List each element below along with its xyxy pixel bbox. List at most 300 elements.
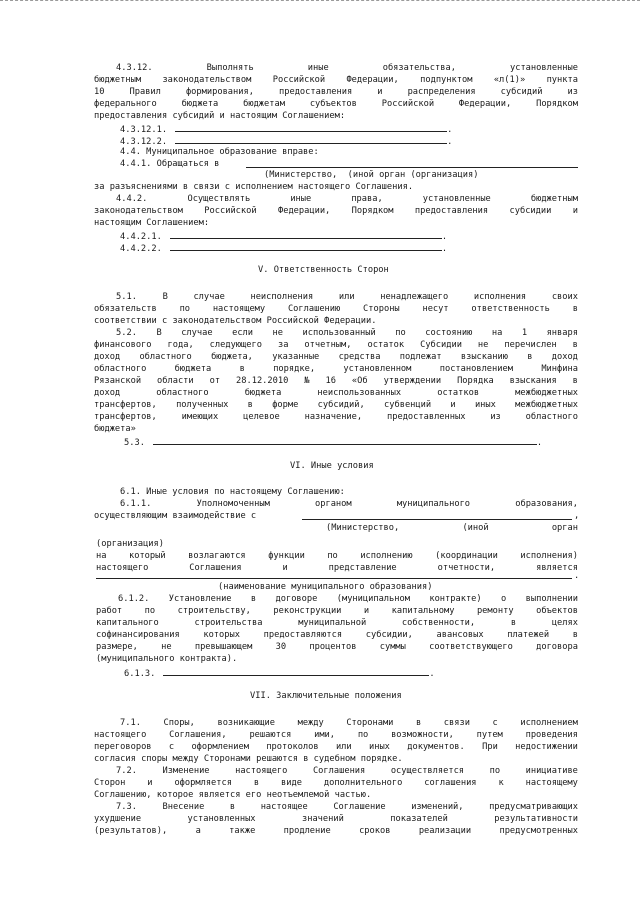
word: которых: [203, 630, 240, 640]
word: контракте): [429, 594, 482, 604]
word: соответствующего: [429, 642, 513, 652]
word: изменений,: [411, 802, 464, 812]
word: доход: [551, 352, 578, 362]
word: софинансирования: [96, 630, 180, 640]
word: своих: [551, 292, 578, 302]
word: Изменение: [162, 766, 210, 776]
word: области: [157, 376, 194, 386]
blank-line: [170, 230, 442, 239]
text-line: за разъяснениями в связи с исполнением настоящего Соглашения.: [94, 182, 414, 192]
text-line: [116, 194, 578, 205]
word: отчетности,: [437, 563, 496, 573]
text-line: [94, 814, 578, 825]
word: ненадлежащего: [380, 292, 449, 302]
word: Российской: [272, 75, 326, 85]
text-line: 5.3. .: [124, 438, 543, 448]
word: в: [572, 340, 578, 350]
text-line: 4.4.1. Обращаться в: [120, 159, 220, 169]
word: распределения: [407, 87, 476, 97]
word: субвенций: [384, 400, 432, 410]
word: осуществляется: [390, 766, 465, 776]
word: года,: [167, 340, 194, 350]
word: на: [96, 551, 107, 561]
word: связи: [443, 718, 470, 728]
text-line: бюджета»: [94, 424, 136, 434]
word: в: [250, 594, 257, 604]
text-line: [94, 388, 578, 399]
word: капитальному: [391, 606, 455, 616]
word: (результатов),: [94, 826, 168, 836]
word: 1: [521, 328, 528, 338]
word: исполнением: [520, 718, 578, 728]
word: и: [282, 563, 288, 573]
word: за: [277, 340, 289, 350]
scan-top-edge: [0, 0, 640, 7]
text-line: [116, 802, 578, 813]
text-line: [94, 304, 578, 315]
word: областного: [139, 352, 192, 362]
word: продление: [283, 826, 331, 836]
word: неисполнения: [250, 292, 314, 302]
word: не: [477, 340, 489, 350]
word: дополнительного: [323, 778, 403, 788]
field-caption: (наименование муниципального образования): [218, 582, 433, 592]
text-line: [96, 606, 578, 617]
word: субсидии,: [365, 630, 413, 640]
text-line: [116, 766, 578, 777]
blank-line: [302, 519, 572, 520]
word: форме: [272, 400, 299, 410]
word: Споры,: [163, 718, 195, 728]
word: областного: [94, 364, 147, 374]
word: субсидий,: [317, 400, 365, 410]
word: не: [272, 328, 283, 338]
word: настоящего: [96, 563, 149, 573]
word: муниципальной: [298, 618, 367, 628]
word: с: [492, 718, 498, 728]
word: исполнения: [473, 292, 527, 302]
word: иные: [290, 194, 312, 204]
word: строительству,: [177, 606, 251, 616]
text-line: [94, 778, 578, 789]
text-line: [96, 563, 578, 574]
word: 6.1.2.: [118, 594, 150, 604]
word: к: [498, 778, 504, 788]
word: Федерации,: [458, 99, 512, 109]
word: Внесение: [162, 802, 205, 812]
word: Стороны: [363, 304, 400, 314]
word: строительства: [194, 618, 263, 628]
word: Федерации,: [346, 75, 399, 85]
word: договора: [536, 642, 578, 652]
word: Правил: [129, 87, 161, 97]
word: не: [161, 642, 172, 652]
text-line: [94, 826, 578, 837]
word: из: [567, 87, 578, 97]
text-line: настоящим Соглашением:: [94, 218, 210, 228]
word: результативности: [494, 814, 578, 824]
word: субъектов: [309, 99, 357, 109]
word: в: [572, 630, 578, 640]
text-line: [96, 551, 578, 562]
text-line: [120, 499, 578, 510]
word: по: [327, 551, 338, 561]
word: 6.1.1.: [120, 499, 152, 509]
word: подлежат: [399, 352, 442, 362]
word: настоящего: [94, 730, 147, 740]
text-line: [96, 642, 578, 653]
word: установленные: [422, 194, 491, 204]
text-line: [116, 328, 578, 339]
word: представление: [328, 563, 397, 573]
text-line: 6.1.3. .: [124, 669, 435, 679]
text-line: [120, 718, 578, 729]
section-heading: V. Ответственность Сторон: [258, 265, 389, 275]
word: бюджета: [244, 388, 282, 398]
word: реконструкции: [273, 606, 342, 616]
word: законодательством: [162, 75, 252, 85]
word: взыскания: [509, 376, 557, 386]
word: настоящее: [260, 802, 308, 812]
text-line: [94, 99, 578, 110]
word: января: [546, 328, 578, 338]
word: по: [144, 606, 156, 616]
word: межбюджетных: [515, 400, 578, 410]
word: на: [491, 328, 503, 338]
word: отчетным,: [304, 340, 352, 350]
word: в: [572, 304, 578, 314]
word: Российской: [204, 206, 257, 216]
word: В: [162, 292, 168, 302]
word: Сторон: [94, 778, 126, 788]
word: процентов: [309, 642, 357, 652]
word: 5.2.: [116, 328, 137, 338]
word: и: [363, 606, 370, 616]
text-line: [116, 292, 578, 303]
punctuation: .: [574, 571, 580, 581]
word: размере,: [96, 642, 138, 652]
word: бюджета: [174, 364, 212, 374]
word: федерального: [94, 99, 157, 109]
text-line: (муниципального контракта).: [96, 654, 238, 664]
section-heading: VI. Иные условия: [290, 461, 374, 471]
text-line: согласия споры между Сторонами решаются в судебном порядке.: [94, 754, 403, 764]
blank-line: [170, 242, 442, 251]
blank-line: [96, 578, 572, 579]
word: №: [304, 376, 310, 386]
word: Порядка: [457, 376, 494, 386]
word: Установление: [168, 594, 232, 604]
text-line: [94, 364, 578, 375]
word: настоящему: [525, 778, 578, 788]
word: перечислен: [504, 340, 557, 350]
section-heading: VII. Заключительные положения: [250, 691, 402, 701]
word: и: [377, 87, 383, 97]
word: 28.12.2010: [236, 376, 289, 386]
word: состоянию: [425, 328, 473, 338]
word: Сторонами: [346, 718, 394, 728]
word: случае: [193, 292, 225, 302]
word: Соглашения: [312, 766, 366, 776]
word: иных: [474, 400, 496, 410]
word: субсидии: [509, 206, 552, 216]
word: областного: [525, 412, 578, 422]
text-line: осуществляющим взаимодействие с: [94, 511, 257, 521]
word: субсидий: [500, 87, 543, 97]
word: в: [253, 778, 260, 788]
word: трансфертов,: [94, 400, 157, 410]
text-line: 4.3.12.1. .: [120, 125, 453, 135]
word: 7.3.: [116, 802, 137, 812]
word: бюджетным: [94, 75, 142, 85]
word: Соглашению: [287, 304, 341, 314]
text-line: [96, 630, 578, 641]
word: сроков: [359, 826, 391, 836]
word: а: [195, 826, 201, 836]
word: остатков: [437, 388, 480, 398]
word: средства: [338, 352, 381, 362]
word: (муниципальном: [336, 594, 410, 604]
word: в: [239, 364, 245, 374]
word: Соглашения,: [169, 730, 227, 740]
word: и: [450, 400, 456, 410]
word: Уполномоченным: [196, 499, 270, 509]
blank-line: [175, 135, 447, 144]
word: Соглашение: [333, 802, 386, 812]
text-line: [94, 75, 578, 86]
word: пункта: [546, 75, 578, 85]
word: установленных: [187, 814, 256, 824]
word: Порядком: [351, 206, 394, 216]
word: Минфина: [541, 364, 578, 374]
word: является: [536, 563, 578, 573]
word: или: [335, 742, 352, 752]
text-line: [94, 400, 578, 411]
word: «Об: [351, 376, 368, 386]
word: предоставляются: [263, 630, 343, 640]
word: межбюджетных: [515, 388, 578, 398]
word: возлагаются: [188, 551, 246, 561]
word: областного: [156, 388, 209, 398]
word: между: [297, 718, 324, 728]
word: договоре: [275, 594, 318, 604]
word: функции: [268, 551, 305, 561]
word: (Министерство,: [326, 523, 400, 533]
word: обязательства,: [382, 63, 456, 73]
field-caption: [326, 523, 578, 534]
word: оформлением: [191, 742, 249, 752]
text-line: 4.4.2.1. .: [120, 232, 448, 242]
word: инициативе: [525, 766, 578, 776]
blank-line: [153, 436, 537, 445]
word: предусматривающих: [489, 802, 578, 812]
word: В: [156, 328, 162, 338]
word: ухудшение: [94, 814, 142, 824]
word: значений: [301, 814, 344, 824]
text-line: Соглашению, которое является его неотъемлемой частью.: [94, 790, 372, 800]
text-line: [94, 742, 578, 753]
word: если: [232, 328, 254, 338]
punctuation: ,: [574, 511, 580, 521]
word: (координации: [435, 551, 498, 561]
word: ремонту: [476, 606, 514, 616]
word: протоколов: [266, 742, 319, 752]
word: установленные: [509, 63, 578, 73]
word: реализации: [418, 826, 472, 836]
word: 4.4.2.: [116, 194, 148, 204]
word: утверждении: [383, 376, 442, 386]
word: муниципального: [396, 499, 471, 509]
word: собственности,: [401, 618, 476, 628]
word: или: [338, 292, 355, 302]
word: бюджетам: [243, 99, 285, 109]
word: Субсидии: [420, 340, 462, 350]
text-line: предоставления субсидий и настоящим Соглашением:: [94, 111, 346, 121]
word: 7.1.: [120, 718, 141, 728]
word: бюджетным: [530, 194, 578, 204]
word: предоставления: [414, 206, 489, 216]
word: Федерации,: [277, 206, 331, 216]
field-caption: (Министерство, (иной орган (организация): [264, 170, 479, 180]
word: недостижении: [515, 742, 578, 752]
word: «л(1)»: [493, 75, 526, 85]
word: по: [395, 328, 406, 338]
text-line: [94, 206, 578, 217]
word: работ: [96, 606, 123, 616]
word: доход: [94, 388, 121, 398]
word: 16: [325, 376, 336, 386]
word: платежей: [507, 630, 550, 640]
word: 30: [275, 642, 287, 652]
word: иных: [368, 742, 390, 752]
word: переговоров: [94, 742, 152, 752]
word: (иной: [462, 523, 489, 533]
word: неиспользованных: [317, 388, 402, 398]
word: ими,: [314, 730, 336, 740]
word: из: [490, 412, 501, 422]
word: 5.1.: [116, 292, 137, 302]
text-line: соответствии с законодательством Российской Федерации.: [94, 316, 377, 326]
word: следующего: [209, 340, 262, 350]
word: порядке,: [273, 364, 316, 374]
word: законодательством: [94, 206, 183, 216]
word: в: [510, 618, 517, 628]
word: трансфертов,: [94, 412, 157, 422]
word: права,: [351, 194, 383, 204]
word: Российской: [381, 99, 435, 109]
word: При: [482, 742, 498, 752]
text-line: 4.4. Муниципальное образование вправе:: [120, 147, 319, 157]
blank-line: [175, 123, 447, 132]
word: бюджета: [181, 99, 219, 109]
word: Рязанской: [94, 376, 142, 386]
word: документов.: [407, 742, 465, 752]
word: иные: [307, 63, 329, 73]
word: указанные: [272, 352, 320, 362]
word: в: [527, 352, 533, 362]
word: объектов: [536, 606, 578, 616]
word: несут: [422, 304, 449, 314]
word: полученных: [176, 400, 229, 410]
word: в: [415, 718, 422, 728]
word: 7.2.: [116, 766, 137, 776]
word: настоящему: [212, 304, 266, 314]
text-line: 4.4.2.2. .: [120, 244, 448, 254]
word: оформляется: [174, 778, 232, 788]
word: целях: [551, 618, 578, 628]
word: предусмотренных: [499, 826, 578, 836]
word: Выполнять: [206, 63, 254, 73]
word: установленном: [343, 364, 412, 374]
word: проведения: [525, 730, 578, 740]
word: по: [489, 766, 501, 776]
text-line: 6.1. Иные условия по настоящему Соглашению:: [120, 487, 345, 497]
word: и: [572, 206, 578, 216]
word: Порядком: [536, 99, 578, 109]
word: в: [229, 802, 236, 812]
word: от: [209, 376, 221, 386]
word: исполнению: [360, 551, 413, 561]
word: остаток: [367, 340, 405, 350]
word: подпунктом: [420, 75, 473, 85]
text-line: 4.3.12.2. .: [120, 137, 453, 147]
word: органом: [315, 499, 352, 509]
word: финансового: [94, 340, 152, 350]
word: постановлением: [439, 364, 513, 374]
word: решаются: [249, 730, 292, 740]
word: имеющих: [181, 412, 219, 422]
word: по: [179, 304, 191, 314]
text-line: [96, 618, 578, 629]
word: превышающем: [194, 642, 253, 652]
word: путем: [476, 730, 503, 740]
word: также: [229, 826, 256, 836]
word: 4.3.12.: [116, 63, 153, 73]
word: использованный: [302, 328, 376, 338]
blank-line: [246, 167, 578, 168]
word: назначение,: [304, 412, 363, 422]
word: выполнении: [525, 594, 578, 604]
word: образования,: [515, 499, 578, 509]
text-line: [94, 340, 578, 351]
word: возможности,: [391, 730, 454, 740]
word: формирования,: [185, 87, 254, 97]
word: случае: [181, 328, 213, 338]
word: показателей: [390, 814, 448, 824]
word: о: [501, 594, 507, 604]
word: целевое: [243, 412, 280, 422]
word: капитального: [96, 618, 159, 628]
word: взысканию: [460, 352, 508, 362]
word: предоставленных: [387, 412, 466, 422]
word: в: [247, 400, 253, 410]
word: авансовых: [436, 630, 484, 640]
word: по: [357, 730, 369, 740]
text-line: [94, 412, 578, 423]
word: соглашения: [424, 778, 477, 788]
field-caption: (организация): [96, 539, 164, 549]
word: бюджета,: [211, 352, 253, 362]
blank-line: [163, 667, 429, 676]
word: исполнения): [520, 551, 578, 561]
word: 10: [94, 87, 105, 97]
word: Осуществлять: [187, 194, 251, 204]
word: орган: [551, 523, 578, 533]
word: суммы: [379, 642, 406, 652]
word: Соглашения: [189, 563, 242, 573]
word: ответственность: [471, 304, 550, 314]
word: настоящего: [235, 766, 288, 776]
